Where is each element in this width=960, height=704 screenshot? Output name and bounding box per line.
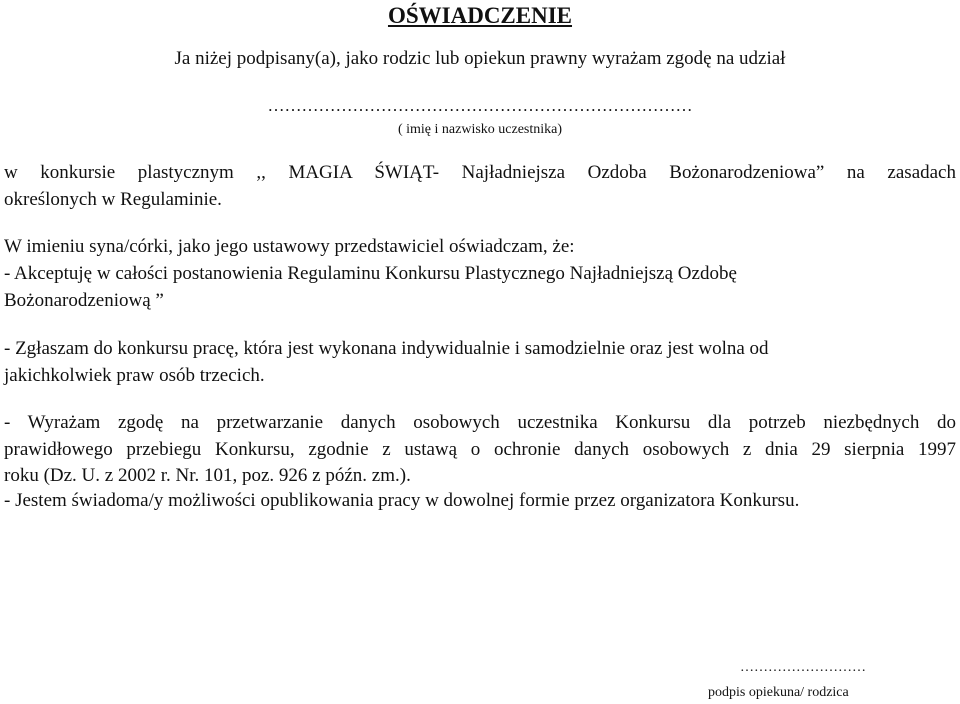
participant-name-dots: ………………………………………………………………… xyxy=(267,96,693,115)
document-title: OŚWIADCZENIE xyxy=(387,3,573,28)
intro-line: Ja niżej podpisany(a), jako rodzic lub opiekun prawny wyrażam zgodę na udział xyxy=(174,48,786,69)
point-3-line-3: roku (Dz. U. z 2002 r. Nr. 101, poz. 926 z późn. zm.). xyxy=(4,465,411,486)
signature-dots: ……………………… xyxy=(740,660,866,675)
point-1-line-2: Bożonarodzeniową ” xyxy=(4,290,164,311)
contest-line-1: w konkursie plastycznym ,, MAGIA ŚWIĄT- Najładniejsza Ozdoba Bożonarodzeniowa” na zasadach xyxy=(4,162,956,183)
point-3-line-2: prawidłowego przebiegu Konkursu, zgodnie z ustawą o ochronie danych osobowych z dnia 29 sierpnia 1997 xyxy=(4,439,956,460)
signature-caption: podpis opiekuna/ rodzica xyxy=(708,685,849,700)
participant-name-caption: ( imię i nazwisko uczestnika) xyxy=(397,122,563,137)
declaration-intro: W imieniu syna/córki, jako jego ustawowy przedstawiciel oświadczam, że: xyxy=(4,236,575,257)
point-1-line-1: - Akceptuję w całości postanowienia Regulaminu Konkursu Plastycznego Najładniejszą Ozdobę xyxy=(4,263,737,284)
point-3-line-1: - Wyrażam zgodę na przetwarzanie danych osobowych uczestnika Konkursu dla potrzeb niezbędnych do xyxy=(4,412,956,433)
contest-line-2: określonych w Regulaminie. xyxy=(4,189,222,210)
point-2-line-1: - Zgłaszam do konkursu pracę, która jest wykonana indywidualnie i samodzielnie oraz jest wolna od xyxy=(4,338,769,359)
point-2-line-2: jakichkolwiek praw osób trzecich. xyxy=(4,365,265,386)
point-4-line-1: - Jestem świadoma/y możliwości opublikowania pracy w dowolnej formie przez organizatora Konkursu. xyxy=(4,490,800,511)
